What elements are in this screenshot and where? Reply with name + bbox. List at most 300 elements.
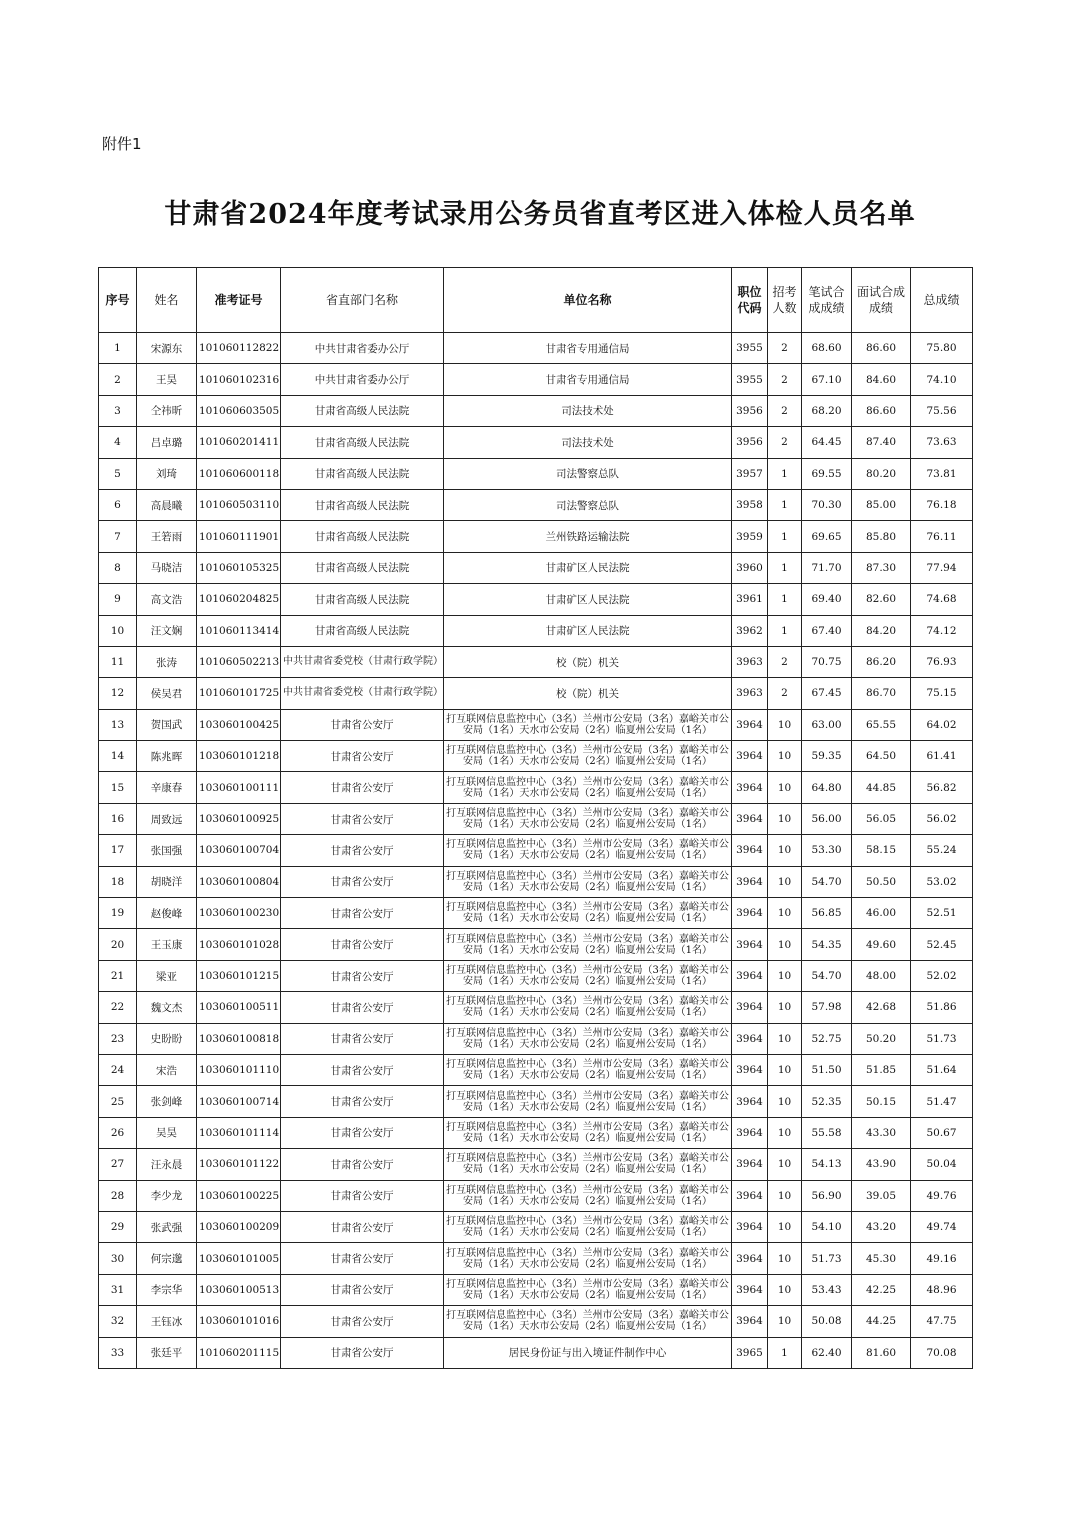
cell-written: 70.30 — [802, 489, 852, 520]
cell-quota: 1 — [768, 552, 802, 583]
cell-quota: 1 — [768, 584, 802, 615]
unit-text: 打互联网信息监控中心（3名）兰州市公安局（3名）嘉峪关市公安局（1名）天水市公安局（2名）临夏州公安局（1名） — [446, 1184, 729, 1207]
cell-unit — [444, 1211, 732, 1242]
cell-seq: 1 — [99, 333, 137, 364]
cell-written: 54.35 — [802, 929, 852, 960]
cell-quota: 2 — [768, 678, 802, 709]
cell-ticket: 101060204825 — [197, 584, 281, 615]
cell-ticket: 103060101005 — [197, 1243, 281, 1274]
cell-unit — [444, 1023, 732, 1054]
cell-interview: 48.00 — [852, 960, 911, 991]
cell-dept: 甘肃省公安厅 — [281, 1180, 444, 1211]
table-row — [99, 1117, 973, 1148]
cell-total: 77.94 — [911, 552, 973, 583]
cell-quota: 10 — [768, 803, 802, 834]
cell-dept: 甘肃省高级人民法院 — [281, 458, 444, 489]
unit-text: 打互联网信息监控中心（3名）兰州市公安局（3名）嘉峪关市公安局（1名）天水市公安局（2名）临夏州公安局（1名） — [446, 1059, 729, 1082]
cell-written: 67.45 — [802, 678, 852, 709]
cell-dept: 甘肃省公安厅 — [281, 866, 444, 897]
cell-interview: 56.05 — [852, 803, 911, 834]
cell-seq: 9 — [99, 584, 137, 615]
cell-unit — [444, 866, 732, 897]
cell-ticket: 103060100225 — [197, 1180, 281, 1211]
cell-dept: 甘肃省高级人民法院 — [281, 395, 444, 426]
cell-ticket: 103060101110 — [197, 1054, 281, 1085]
cell-written: 51.50 — [802, 1054, 852, 1085]
unit-text: 打互联网信息监控中心（3名）兰州市公安局（3名）嘉峪关市公安局（1名）天水市公安局（2名）临夏州公安局（1名） — [446, 965, 729, 987]
cell-code: 3964 — [732, 803, 768, 834]
table-row — [99, 395, 973, 426]
cell-seq: 25 — [99, 1086, 137, 1117]
cell-ticket: 101060600118 — [197, 458, 281, 489]
table-row — [99, 1054, 973, 1085]
cell-name: 高文浩 — [137, 584, 197, 615]
cell-name: 侯吴君 — [137, 678, 197, 709]
cell-total: 49.16 — [911, 1243, 973, 1274]
unit-text: 打互联网信息监控中心（3名）兰州市公安局（3名）嘉峪关市公安局（1名）天水市公安局（2名）临夏州公安局（1名） — [446, 776, 729, 799]
cell-unit — [444, 1306, 732, 1337]
cell-quota: 1 — [768, 615, 802, 646]
cell-code: 3964 — [732, 960, 768, 991]
unit-text: 打互联网信息监控中心（3名）兰州市公安局（3名）嘉峪关市公安局（1名）天水市公安局（2名）临夏州公安局（1名） — [446, 870, 729, 893]
cell-code: 3964 — [732, 1149, 768, 1180]
cell-quota: 10 — [768, 1211, 802, 1242]
cell-dept: 甘肃省高级人民法院 — [281, 584, 444, 615]
cell-interview: 43.20 — [852, 1211, 911, 1242]
cell-unit — [444, 835, 732, 866]
cell-dept: 甘肃省公安厅 — [281, 992, 444, 1023]
cell-dept: 甘肃省公安厅 — [281, 898, 444, 929]
cell-written: 70.75 — [802, 646, 852, 677]
cell-code: 3961 — [732, 584, 768, 615]
cell-quota: 10 — [768, 898, 802, 929]
cell-total: 52.02 — [911, 960, 973, 991]
cell-interview: 51.85 — [852, 1054, 911, 1085]
cell-unit: 司法警察总队 — [444, 489, 732, 520]
cell-interview: 43.30 — [852, 1117, 911, 1148]
cell-name: 梁亚 — [137, 960, 197, 991]
table-row — [99, 898, 973, 929]
unit-text: 打互联网信息监控中心（3名）兰州市公安局（3名）嘉峪关市公安局（1名）天水市公安局（2名）临夏州公安局（1名） — [446, 1216, 729, 1239]
cell-interview: 85.00 — [852, 489, 911, 520]
cell-quota: 1 — [768, 1337, 802, 1368]
cell-written: 63.00 — [802, 709, 852, 740]
cell-seq: 3 — [99, 395, 137, 426]
table-row — [99, 1180, 973, 1211]
cell-written: 50.08 — [802, 1306, 852, 1337]
cell-written: 52.35 — [802, 1086, 852, 1117]
cell-name: 宋源东 — [137, 333, 197, 364]
cell-name: 张廷平 — [137, 1337, 197, 1368]
cell-interview: 49.60 — [852, 929, 911, 960]
cell-total: 76.11 — [911, 521, 973, 552]
cell-written: 56.00 — [802, 803, 852, 834]
cell-unit — [444, 772, 732, 803]
header-interview: 面试合成成绩 — [852, 268, 911, 333]
cell-interview: 50.50 — [852, 866, 911, 897]
cell-unit: 司法技术处 — [444, 395, 732, 426]
cell-code: 3964 — [732, 741, 768, 772]
cell-quota: 10 — [768, 1117, 802, 1148]
cell-unit — [444, 929, 732, 960]
cell-interview: 58.15 — [852, 835, 911, 866]
cell-total: 52.51 — [911, 898, 973, 929]
cell-interview: 45.30 — [852, 1243, 911, 1274]
table-row — [99, 1086, 973, 1117]
unit-text: 打互联网信息监控中心（3名）兰州市公安局（3名）嘉峪关市公安局（1名）天水市公安局（2名）临夏州公安局（1名） — [446, 996, 729, 1019]
cell-quota: 10 — [768, 1086, 802, 1117]
cell-dept: 甘肃省高级人民法院 — [281, 427, 444, 458]
cell-interview: 86.20 — [852, 646, 911, 677]
table-row — [99, 552, 973, 583]
cell-ticket: 103060101215 — [197, 960, 281, 991]
cell-total: 74.12 — [911, 615, 973, 646]
cell-dept: 甘肃省公安厅 — [281, 741, 444, 772]
cell-name: 李少龙 — [137, 1180, 197, 1211]
cell-seq: 2 — [99, 364, 137, 395]
cell-written: 55.58 — [802, 1117, 852, 1148]
cell-name: 王箬雨 — [137, 521, 197, 552]
header-unit: 单位名称 — [444, 268, 732, 333]
cell-unit — [444, 1274, 732, 1305]
cell-ticket: 101060105325 — [197, 552, 281, 583]
cell-seq: 26 — [99, 1117, 137, 1148]
cell-interview: 64.50 — [852, 741, 911, 772]
cell-interview: 42.68 — [852, 992, 911, 1023]
cell-total: 52.45 — [911, 929, 973, 960]
cell-dept: 甘肃省公安厅 — [281, 709, 444, 740]
cell-dept: 甘肃省高级人民法院 — [281, 489, 444, 520]
cell-unit: 司法警察总队 — [444, 458, 732, 489]
cell-seq: 21 — [99, 960, 137, 991]
unit-text: 打互联网信息监控中心（3名）兰州市公安局（3名）嘉峪关市公安局（1名）天水市公安局（2名）临夏州公安局（1名） — [446, 1153, 729, 1176]
cell-seq: 6 — [99, 489, 137, 520]
cell-dept: 甘肃省公安厅 — [281, 1337, 444, 1368]
cell-dept: 甘肃省公安厅 — [281, 772, 444, 803]
cell-ticket: 103060100513 — [197, 1274, 281, 1305]
table-row — [99, 615, 973, 646]
cell-ticket: 103060101028 — [197, 929, 281, 960]
cell-written: 69.40 — [802, 584, 852, 615]
cell-interview: 50.15 — [852, 1086, 911, 1117]
cell-written: 64.45 — [802, 427, 852, 458]
table-row — [99, 1337, 973, 1368]
cell-code: 3964 — [732, 866, 768, 897]
cell-interview: 86.60 — [852, 333, 911, 364]
cell-total: 76.93 — [911, 646, 973, 677]
cell-unit — [444, 1149, 732, 1180]
cell-written: 54.70 — [802, 866, 852, 897]
cell-total: 73.81 — [911, 458, 973, 489]
cell-dept: 中共甘肃省委党校（甘肃行政学院） — [281, 646, 444, 677]
cell-dept: 中共甘肃省委办公厅 — [281, 364, 444, 395]
table-row — [99, 427, 973, 458]
cell-written: 62.40 — [802, 1337, 852, 1368]
cell-name: 汪文娴 — [137, 615, 197, 646]
cell-total: 70.08 — [911, 1337, 973, 1368]
cell-seq: 4 — [99, 427, 137, 458]
unit-text: 打互联网信息监控中心（3名）兰州市公安局（3名）嘉峪关市公安局（1名）天水市公安局（2名）临夏州公安局（1名） — [446, 902, 729, 925]
cell-unit — [444, 741, 732, 772]
cell-unit: 校（院）机关 — [444, 678, 732, 709]
cell-ticket: 101060201411 — [197, 427, 281, 458]
cell-written: 59.35 — [802, 741, 852, 772]
table-row — [99, 333, 973, 364]
cell-code: 3964 — [732, 1274, 768, 1305]
cell-seq: 32 — [99, 1306, 137, 1337]
cell-unit: 甘肃矿区人民法院 — [444, 552, 732, 583]
cell-total: 56.82 — [911, 772, 973, 803]
header-total: 总成绩 — [911, 268, 973, 333]
cell-code: 3964 — [732, 1306, 768, 1337]
cell-name: 辛康春 — [137, 772, 197, 803]
table-row — [99, 458, 973, 489]
cell-ticket: 103060101218 — [197, 741, 281, 772]
cell-dept: 甘肃省公安厅 — [281, 1149, 444, 1180]
cell-quota: 10 — [768, 960, 802, 991]
cell-name: 张武强 — [137, 1211, 197, 1242]
cell-dept: 甘肃省公安厅 — [281, 929, 444, 960]
cell-total: 49.76 — [911, 1180, 973, 1211]
cell-quota: 10 — [768, 992, 802, 1023]
cell-code: 3964 — [732, 992, 768, 1023]
table-row — [99, 1149, 973, 1180]
cell-unit: 校（院）机关 — [444, 646, 732, 677]
table-row — [99, 929, 973, 960]
table-body — [99, 333, 973, 1369]
cell-quota: 10 — [768, 1149, 802, 1180]
table-row — [99, 584, 973, 615]
cell-code: 3964 — [732, 1243, 768, 1274]
cell-total: 73.63 — [911, 427, 973, 458]
cell-written: 68.60 — [802, 333, 852, 364]
cell-written: 52.75 — [802, 1023, 852, 1054]
cell-seq: 33 — [99, 1337, 137, 1368]
cell-seq: 16 — [99, 803, 137, 834]
cell-seq: 5 — [99, 458, 137, 489]
cell-total: 75.56 — [911, 395, 973, 426]
unit-text: 打互联网信息监控中心（3名）兰州市公安局（3名）嘉峪关市公安局（1名）天水市公安局（2名）临夏州公安局（1名） — [446, 1027, 729, 1050]
cell-dept: 甘肃省公安厅 — [281, 960, 444, 991]
cell-interview: 82.60 — [852, 584, 911, 615]
cell-unit — [444, 960, 732, 991]
cell-ticket: 103060100111 — [197, 772, 281, 803]
cell-unit — [444, 1180, 732, 1211]
cell-total: 74.10 — [911, 364, 973, 395]
cell-interview: 84.60 — [852, 364, 911, 395]
cell-seq: 11 — [99, 646, 137, 677]
results-table — [98, 267, 973, 1369]
cell-ticket: 103060100209 — [197, 1211, 281, 1242]
table-row — [99, 521, 973, 552]
cell-interview: 44.25 — [852, 1306, 911, 1337]
cell-name: 何宗邈 — [137, 1243, 197, 1274]
cell-name: 吴昊 — [137, 1117, 197, 1148]
cell-seq: 22 — [99, 992, 137, 1023]
table-row — [99, 489, 973, 520]
cell-written: 54.13 — [802, 1149, 852, 1180]
cell-total: 74.68 — [911, 584, 973, 615]
cell-dept: 甘肃省高级人民法院 — [281, 615, 444, 646]
cell-interview: 65.55 — [852, 709, 911, 740]
cell-written: 67.10 — [802, 364, 852, 395]
cell-seq: 20 — [99, 929, 137, 960]
cell-name: 马晓洁 — [137, 552, 197, 583]
cell-name: 刘琦 — [137, 458, 197, 489]
cell-code: 3964 — [732, 835, 768, 866]
cell-ticket: 101060201115 — [197, 1337, 281, 1368]
cell-ticket: 103060100925 — [197, 803, 281, 834]
cell-ticket: 101060102316 — [197, 364, 281, 395]
cell-code: 3964 — [732, 1180, 768, 1211]
cell-written: 56.85 — [802, 898, 852, 929]
cell-written: 68.20 — [802, 395, 852, 426]
table-row — [99, 646, 973, 677]
header-written: 笔试合成成绩 — [802, 268, 852, 333]
cell-unit: 司法技术处 — [444, 427, 732, 458]
cell-seq: 28 — [99, 1180, 137, 1211]
cell-unit — [444, 803, 732, 834]
cell-name: 贺国武 — [137, 709, 197, 740]
cell-name: 史盼盼 — [137, 1023, 197, 1054]
cell-seq: 27 — [99, 1149, 137, 1180]
unit-text: 打互联网信息监控中心（3名）兰州市公安局（3名）嘉峪关市公安局（1名）天水市公安局（2名）临夏州公安局（1名） — [446, 1278, 729, 1301]
cell-total: 51.64 — [911, 1054, 973, 1085]
cell-total: 53.02 — [911, 866, 973, 897]
cell-written: 53.43 — [802, 1274, 852, 1305]
cell-quota: 10 — [768, 835, 802, 866]
cell-dept: 甘肃省公安厅 — [281, 1243, 444, 1274]
unit-text: 打互联网信息监控中心（3名）兰州市公安局（3名）嘉峪关市公安局（1名）天水市公安局（2名）临夏州公安局（1名） — [446, 745, 729, 768]
cell-seq: 23 — [99, 1023, 137, 1054]
table-row — [99, 1211, 973, 1242]
cell-name: 张国强 — [137, 835, 197, 866]
cell-total: 50.04 — [911, 1149, 973, 1180]
cell-ticket: 103060100230 — [197, 898, 281, 929]
unit-text: 打互联网信息监控中心（3名）兰州市公安局（3名）嘉峪关市公安局（1名）天水市公安局（2名）临夏州公安局（1名） — [446, 808, 729, 831]
cell-quota: 10 — [768, 709, 802, 740]
cell-code: 3963 — [732, 646, 768, 677]
cell-dept: 中共甘肃省委办公厅 — [281, 333, 444, 364]
cell-quota: 2 — [768, 646, 802, 677]
cell-code: 3965 — [732, 1337, 768, 1368]
cell-name: 李宗华 — [137, 1274, 197, 1305]
cell-name: 张涛 — [137, 646, 197, 677]
cell-dept: 甘肃省高级人民法院 — [281, 552, 444, 583]
cell-ticket: 101060112822 — [197, 333, 281, 364]
cell-written: 53.30 — [802, 835, 852, 866]
cell-total: 75.15 — [911, 678, 973, 709]
table-row — [99, 1306, 973, 1337]
cell-code: 3964 — [732, 1086, 768, 1117]
cell-total: 76.18 — [911, 489, 973, 520]
cell-unit: 兰州铁路运输法院 — [444, 521, 732, 552]
cell-dept: 甘肃省公安厅 — [281, 1054, 444, 1085]
cell-code: 3964 — [732, 772, 768, 803]
cell-unit — [444, 992, 732, 1023]
cell-interview: 46.00 — [852, 898, 911, 929]
cell-name: 王玉康 — [137, 929, 197, 960]
cell-quota: 10 — [768, 1023, 802, 1054]
cell-ticket: 101060113414 — [197, 615, 281, 646]
cell-code: 3960 — [732, 552, 768, 583]
cell-name: 周致远 — [137, 803, 197, 834]
cell-quota: 10 — [768, 929, 802, 960]
cell-interview: 39.05 — [852, 1180, 911, 1211]
cell-ticket: 103060100714 — [197, 1086, 281, 1117]
cell-interview: 42.25 — [852, 1274, 911, 1305]
cell-dept: 中共甘肃省委党校（甘肃行政学院） — [281, 678, 444, 709]
cell-ticket: 101060502213 — [197, 646, 281, 677]
attachment-label: 附件1 — [102, 135, 142, 153]
table-row — [99, 803, 973, 834]
cell-code: 3962 — [732, 615, 768, 646]
table-row — [99, 709, 973, 740]
unit-text: 打互联网信息监控中心（3名）兰州市公安局（3名）嘉峪关市公安局（1名）天水市公安局（2名）临夏州公安局（1名） — [446, 933, 729, 956]
cell-interview: 44.85 — [852, 772, 911, 803]
cell-total: 75.80 — [911, 333, 973, 364]
cell-dept: 甘肃省公安厅 — [281, 803, 444, 834]
cell-name: 王昊 — [137, 364, 197, 395]
table-row — [99, 678, 973, 709]
cell-ticket: 103060101016 — [197, 1306, 281, 1337]
cell-code: 3964 — [732, 929, 768, 960]
cell-code: 3964 — [732, 1054, 768, 1085]
cell-interview: 81.60 — [852, 1337, 911, 1368]
cell-written: 69.55 — [802, 458, 852, 489]
cell-code: 3964 — [732, 709, 768, 740]
cell-total: 48.96 — [911, 1274, 973, 1305]
cell-ticket: 101060111901 — [197, 521, 281, 552]
cell-dept: 甘肃省公安厅 — [281, 1117, 444, 1148]
cell-dept: 甘肃省公安厅 — [281, 1023, 444, 1054]
cell-seq: 18 — [99, 866, 137, 897]
table-row — [99, 741, 973, 772]
cell-ticket: 103060101122 — [197, 1149, 281, 1180]
header-seq: 序号 — [99, 268, 137, 333]
cell-seq: 31 — [99, 1274, 137, 1305]
unit-text: 打互联网信息监控中心（3名）兰州市公安局（3名）嘉峪关市公安局（1名）天水市公安局（2名）临夏州公安局（1名） — [446, 839, 729, 862]
cell-unit — [444, 1086, 732, 1117]
cell-dept: 甘肃省公安厅 — [281, 1306, 444, 1337]
cell-interview: 84.20 — [852, 615, 911, 646]
cell-interview: 85.80 — [852, 521, 911, 552]
cell-quota: 2 — [768, 427, 802, 458]
cell-name: 陈兆晖 — [137, 741, 197, 772]
cell-quota: 10 — [768, 1054, 802, 1085]
table-header-row — [99, 268, 973, 333]
cell-code: 3956 — [732, 395, 768, 426]
cell-ticket: 103060100511 — [197, 992, 281, 1023]
cell-ticket: 103060100804 — [197, 866, 281, 897]
cell-name: 汪永晨 — [137, 1149, 197, 1180]
page-title: 甘肃省2024年度考试录用公务员省直考区进入体检人员名单 — [164, 199, 916, 230]
cell-total: 64.02 — [911, 709, 973, 740]
cell-total: 61.41 — [911, 741, 973, 772]
cell-name: 胡晓洋 — [137, 866, 197, 897]
cell-interview: 43.90 — [852, 1149, 911, 1180]
cell-quota: 1 — [768, 521, 802, 552]
table-row — [99, 960, 973, 991]
cell-quota: 10 — [768, 1243, 802, 1274]
table-row — [99, 992, 973, 1023]
cell-code: 3955 — [732, 364, 768, 395]
cell-interview: 87.40 — [852, 427, 911, 458]
cell-dept: 甘肃省高级人民法院 — [281, 521, 444, 552]
cell-name: 吕卓璐 — [137, 427, 197, 458]
cell-unit: 甘肃矿区人民法院 — [444, 584, 732, 615]
cell-total: 51.86 — [911, 992, 973, 1023]
